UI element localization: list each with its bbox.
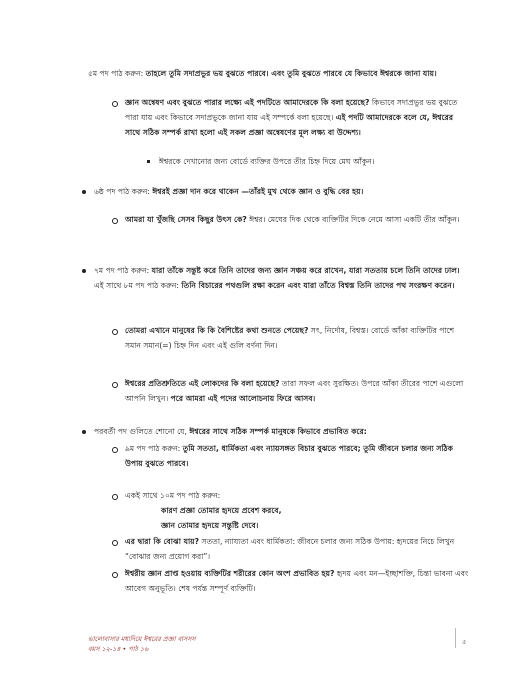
text-bold: ঈশ্বরের প্রতিশ্রুতিতে এই লোকদের কি বলা হয়েছে? <box>125 379 280 388</box>
bullet-circle-icon <box>112 218 118 224</box>
text-bold: তিনি বিচারের পথগুলি রক্ষা করেন এবং যারা তাঁতে বিশ্বস্ত তিনি তাদের পথ সংরক্ষণ করেন। <box>181 281 455 290</box>
text-plain: সৎ, নির্দোষ, বিশ্বস্ত। বোর্ডে আঁকা ব্যক্তিটির পাশে সমান সমান(=) চিহ্ন দিন এবং এই গুলি বর্ণনা দিন। <box>125 326 455 350</box>
text-plain: ৬ষ্ঠ পদ পাঠ করুন: <box>94 187 153 196</box>
verse-line: জ্ঞান তোমার হৃদয়ে সন্তুষ্টি দেবে। <box>161 521 259 530</box>
paragraph-next-verses <box>94 424 469 439</box>
paragraph-body-question <box>125 566 470 596</box>
paragraph-verse5 <box>88 66 468 81</box>
paragraph-source-question <box>125 212 470 227</box>
paragraph-promise-question <box>125 376 470 406</box>
text-bold: জ্ঞান অন্বেষণ এবং বুঝতে পারার লক্ষ্যে এই পদটিতে আমাদেরকে কি বলা হয়েছে? <box>125 98 370 107</box>
footer-title: ভালোবাসার মধ্যদিয়ে ঈশ্বরের প্রজ্ঞা বাসসস <box>88 635 196 643</box>
text-plain: ঈশ্বর। মেঘের দিক থেকে ব্যক্তিটির দিকে নেমে আসা একটি তীর আঁকুন। <box>246 215 460 224</box>
paragraph-verse10 <box>125 488 470 533</box>
paragraph-draw-cloud <box>159 154 469 169</box>
paragraph-verse9 <box>125 441 470 471</box>
text-bold: ঈশ্বরের সাথে সঠিক সম্পর্ক মানুষকে কিভাবে প্রভাবিত করে: <box>189 427 367 436</box>
bullet-circle-icon <box>112 494 118 500</box>
verse-line: কারণ প্রজ্ঞা তোমার হৃদয়ে প্রবেশ করবে, <box>161 506 282 515</box>
paragraph-verse6 <box>94 184 469 199</box>
text-bold: এই পদটি আমাদেরকে বলে যে, ঈশ্বরের সাথে সঠিক সম্পর্ক রাখা হলো এই সকল প্রজ্ঞা অন্বেষণের মূল লক্ষ্য বা উদ্দেশ্য। <box>125 113 454 137</box>
footer-lesson: বয়স ১২-১৪ • পাঠ ১৬ <box>88 645 149 653</box>
bullet-circle-icon <box>112 540 118 546</box>
page-number: ৫ <box>462 638 467 646</box>
text-plain: তারা সফল এবং সুরক্ষিত। উপরে আঁকা তীরের পাশে এগুলো আপনি লিখুন। <box>125 379 464 403</box>
bullet-circle-icon <box>112 447 118 453</box>
text-bold: তাহলে তুমি সদাপ্রভুর ভয় বুঝতে পারবে। এবং তুমি বুঝতে পারবে যে কিভাবে ঈশ্বরকে জানা যায়। <box>145 69 437 78</box>
text-plain: ৫ম পদ পাঠ করুন: <box>88 69 146 78</box>
bullet-dot-icon <box>82 430 86 434</box>
bullet-circle-icon <box>112 382 118 388</box>
paragraph-meaning-question <box>125 534 470 564</box>
text-plain: এই সাথে ৮ম পদ পাঠ করুন: <box>94 281 182 290</box>
text-plain: ঈশ্বরকে দেখানোর জন্য বোর্ডে ব্যক্তির উপরে তীর চিহ্ন দিয়ে মেঘ আঁকুন। <box>159 157 375 166</box>
text-plain: একই সাথে ১০ম পদ পাঠ করুন: <box>125 491 221 500</box>
text-bold: তুমি সততা, ধার্মিকতা এবং ন্যায়সঙ্গত বিচার বুঝতে পারবে; তুমি জীবনে চলার জন্য সঠিক উপায় বুঝতে পারবে। <box>125 444 453 468</box>
bullet-circle-icon <box>112 572 118 578</box>
text-plain: ৯ম পদ পাঠ করুন: <box>125 444 183 453</box>
text-bold: ঈশ্বরীয় জ্ঞান প্রাপ্ত হওয়ায় ব্যক্তিটির শরীরের কোন অংশ প্রভাবিত হয়? <box>125 569 335 578</box>
text-bold: পরে আমরা এই পদের আলোচনায় ফিরে আসব। <box>170 394 316 403</box>
text-bold: যারা তাঁকে সন্তুষ্ট করে তিনি তাদের জন্য জ্ঞান সঞ্চয় করে রাখেন, যারা সততায় চলে তিনি তাদের ঢাল। <box>151 266 460 275</box>
text-plain: কিভাবে সদাপ্রভুর ভয় বুঝতে পারা যায় এবং কিভাবে সদাপ্রভুকে জানা যায় এই সম্পর্কে বলা হয়েছে। <box>125 98 458 122</box>
text-bold: তোমরা এখানে মানুষের কি কি বৈশিষ্টের কথা শুনতে পেয়েছ? <box>125 326 309 335</box>
text-bold: আমরা যা খুঁজছি সেসব কিছুর উৎস কে? <box>125 215 247 224</box>
bullet-dot-icon <box>82 269 86 273</box>
paragraph-wisdom-question <box>125 95 470 140</box>
paragraph-verse7-8 <box>94 263 469 293</box>
text-plain: হৃদয় এবং মন—ইচ্ছাশক্তি, চিন্তা ভাবনা এবং আবেগ অনুভূতি। শেষ পর্যন্ত সম্পূর্ণ ব্যক্তিটি। <box>125 569 469 593</box>
text-bold: ঈশ্বরই প্রজ্ঞা দান করে থাকেন —তাঁরই মুখ থেকে জ্ঞান ও বুদ্ধি বের হয়। <box>152 187 364 196</box>
text-plain: ৭ম পদ পাঠ করুন: <box>94 266 152 275</box>
bullet-circle-icon <box>112 329 118 335</box>
paragraph-traits-question <box>125 323 470 353</box>
bullet-square-icon <box>147 160 150 163</box>
page-footer <box>88 634 196 654</box>
text-plain: পরবর্তী পদ গুলিতে শোনো যে, <box>94 427 190 436</box>
bullet-dot-icon <box>82 190 86 194</box>
text-plain: সততা, ন্যায্যতা এবং ধার্মিকতা: জীবনে চলার জন্য সঠিক উপায়: হৃদয়ের নিচে লিখুন “বোঝার জন্য প্রয়োগ করা”। <box>125 537 455 561</box>
footer-divider <box>455 628 456 648</box>
text-bold: এর দ্বারা কি বোঝা যায়? <box>125 537 200 546</box>
bullet-circle-icon <box>112 101 118 107</box>
